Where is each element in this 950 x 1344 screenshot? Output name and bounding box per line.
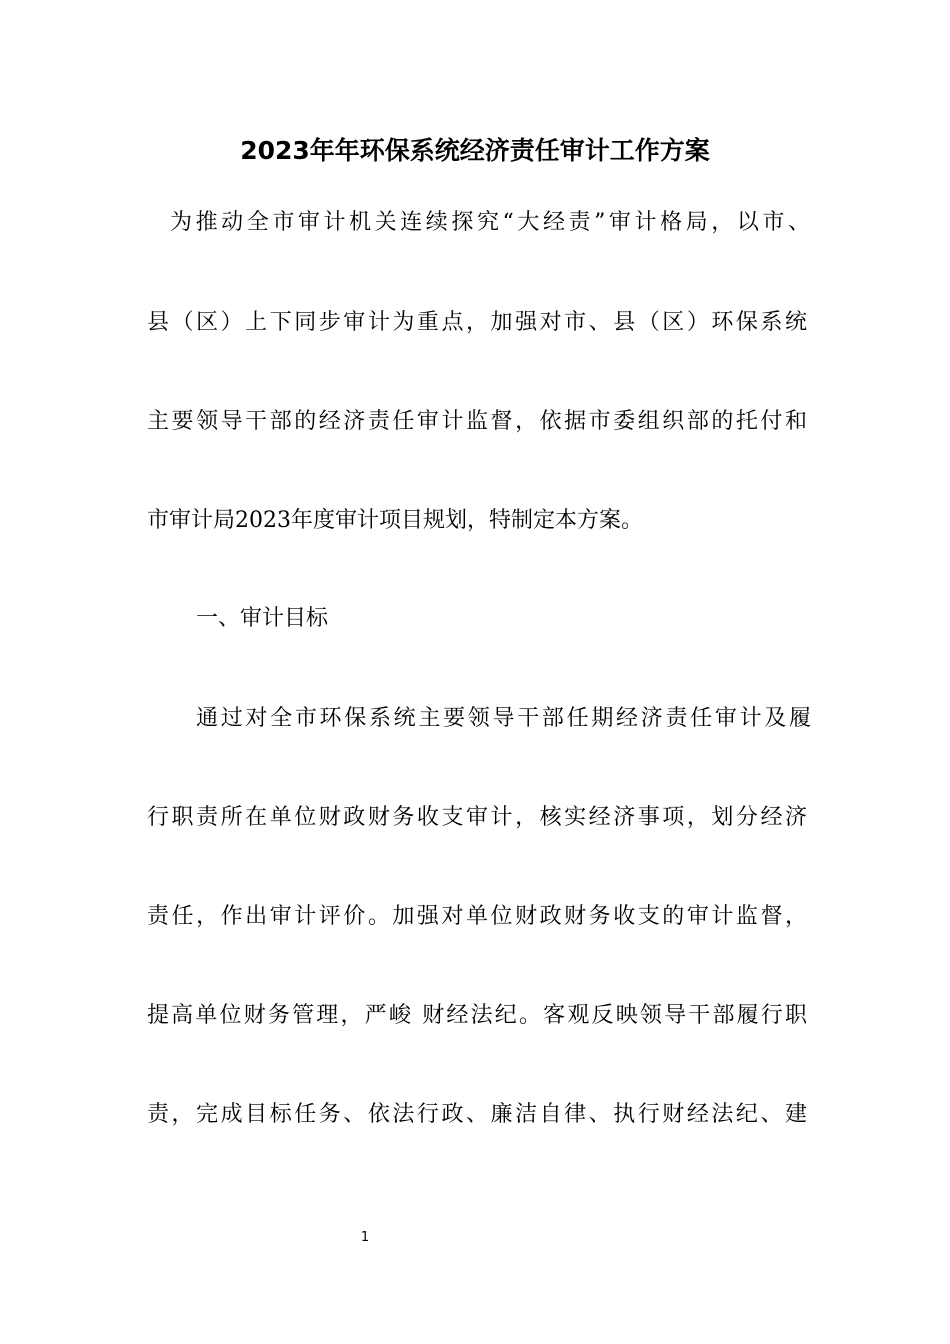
paragraph-line: 市审计局2023年度审计项目规划，特制定本方案。 xyxy=(147,508,643,533)
page-number: 1 xyxy=(360,1230,370,1245)
paragraph-line: 县（区）上下同步审计为重点，加强对市、县（区）环保系统 xyxy=(147,310,807,335)
document-title: 2023年年环保系统经济责任审计工作方案 xyxy=(240,136,710,165)
paragraph-line: 提高单位财务管理，严峻 财经法纪。客观反映领导干部履行职 xyxy=(147,1003,807,1028)
paragraph-line: 责，完成目标任务、依法行政、廉洁自律、执行财经法纪、建 xyxy=(147,1102,807,1127)
paragraph-line: 责任，作出审计评价。加强对单位财政财务收支的审计监督， xyxy=(147,904,807,929)
paragraph-line: 为推动全市审计机关连续探究“大经责”审计格局，以市、 xyxy=(170,210,810,235)
paragraph-line: 行职责所在单位财政财务收支审计，核实经济事项，划分经济 xyxy=(147,805,807,830)
paragraph-line: 主要领导干部的经济责任审计监督，依据市委组织部的托付和 xyxy=(147,409,807,434)
paragraph-line: 通过对全市环保系统主要领导干部任期经济责任审计及履 xyxy=(196,706,811,731)
section-heading: 一、审计目标 xyxy=(196,606,329,631)
